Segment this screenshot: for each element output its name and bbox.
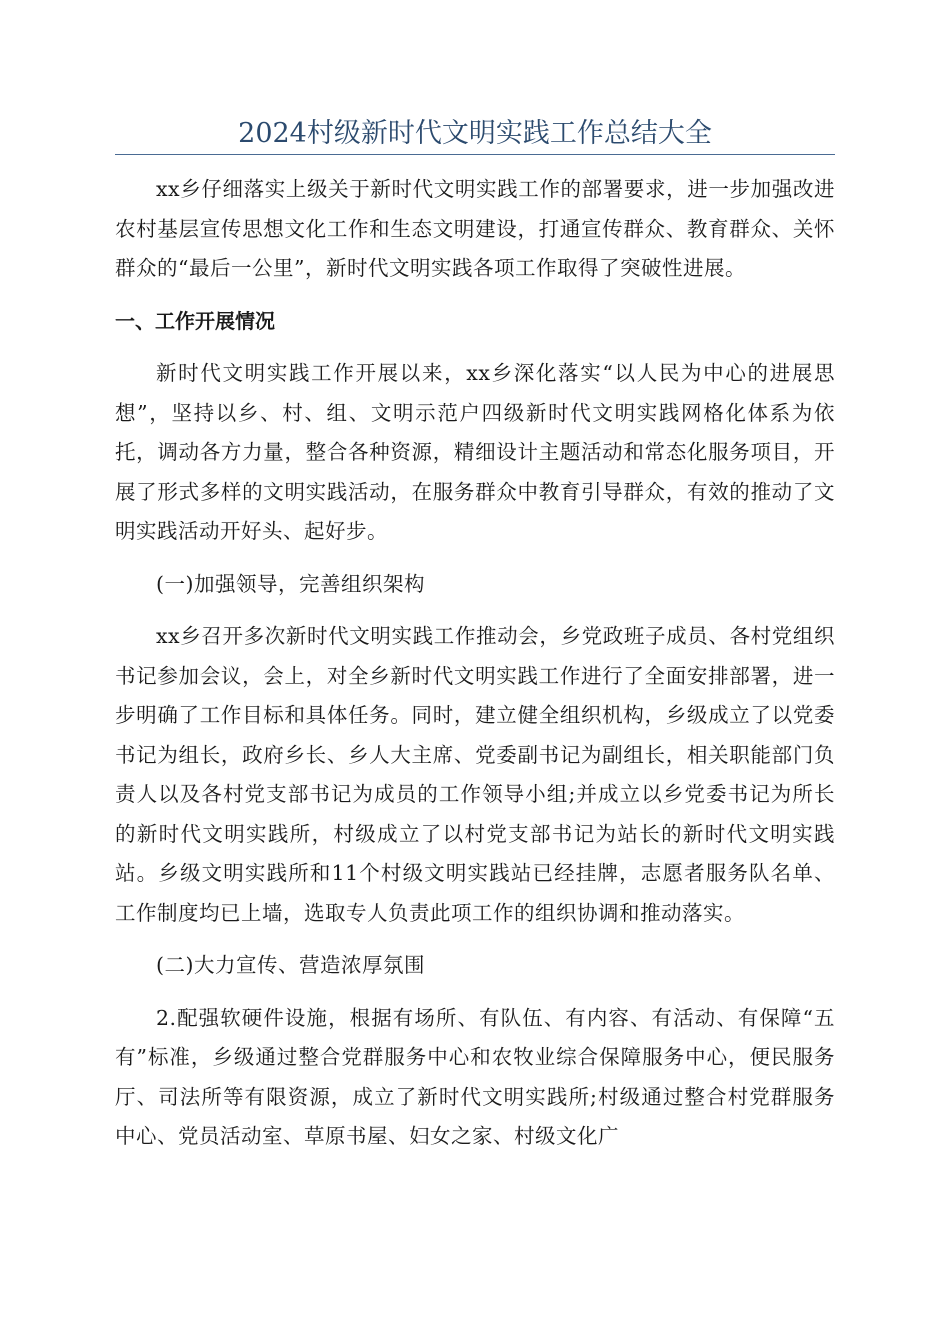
title-underline xyxy=(115,154,835,155)
spacer xyxy=(115,604,835,617)
spacer xyxy=(115,289,835,302)
spacer xyxy=(115,341,835,354)
section-heading: 一、工作开展情况 xyxy=(115,308,275,333)
document-body xyxy=(115,170,835,1157)
subsection-paragraph-1: xx乡召开多次新时代文明实践工作推动会，乡党政班子成员、各村党组织书记参加会议，会上，对全乡新时代文明实践工作进行了全面安排部署，进一步明确了工作目标和具体任务。同时，建立健全组织机构，乡级成立了以党委书记为组长，政府乡长、乡人大主席、党委副书记为副组长，相关职能部门负责人以及各村党支部书记为成员的工作领导小组;并成立以乡党委书记为所长的新时代文明实践所，村级成立了以村党支部书记为站长的新时代文明实践站。乡级文明实践所和11个村级文明实践站已经挂牌，志愿者服务队名单、工作制度均已上墙，选取专人负责此项工作的组织协调和推动落实。 xyxy=(115,624,835,925)
spacer xyxy=(115,986,835,999)
spacer xyxy=(115,552,835,565)
section-paragraph: 新时代文明实践工作开展以来，xx乡深化落实“以人民为中心的进展思想”，坚持以乡、村、组、文明示范户四级新时代文明实践网格化体系为依托，调动各方力量，整合各种资源，精细设计主题活动和常态化服务项目，开展了形式多样的文明实践活动，在服务群众中教育引导群众，有效的推动了文明实践活动开好头、起好步。 xyxy=(115,361,835,543)
subsection-paragraph-2: 2.配强软硬件设施，根据有场所、有队伍、有内容、有活动、有保障“五有”标准，乡级通过整合党群服务中心和农牧业综合保障服务中心，便民服务厅、司法所等有限资源，成立了新时代文明实践所;村级通过整合村党群服务中心、党员活动室、草原书屋、妇女之家、村级文化广 xyxy=(115,1005,835,1148)
document-title: 2024村级新时代文明实践工作总结大全 xyxy=(238,118,712,149)
subsection-heading-1: (一)加强领导，完善组织架构 xyxy=(156,571,425,596)
subsection-heading-2: (二)大力宣传、营造浓厚氛围 xyxy=(156,953,425,977)
intro-paragraph: xx乡仔细落实上级关于新时代文明实践工作的部署要求，进一步加强改进农村基层宣传思想文化工作和生态文明建设，打通宣传群众、教育群众、关怀群众的“最后一公里”，新时代文明实践各项工作取得了突破性进展。 xyxy=(115,177,835,280)
spacer xyxy=(115,933,835,946)
